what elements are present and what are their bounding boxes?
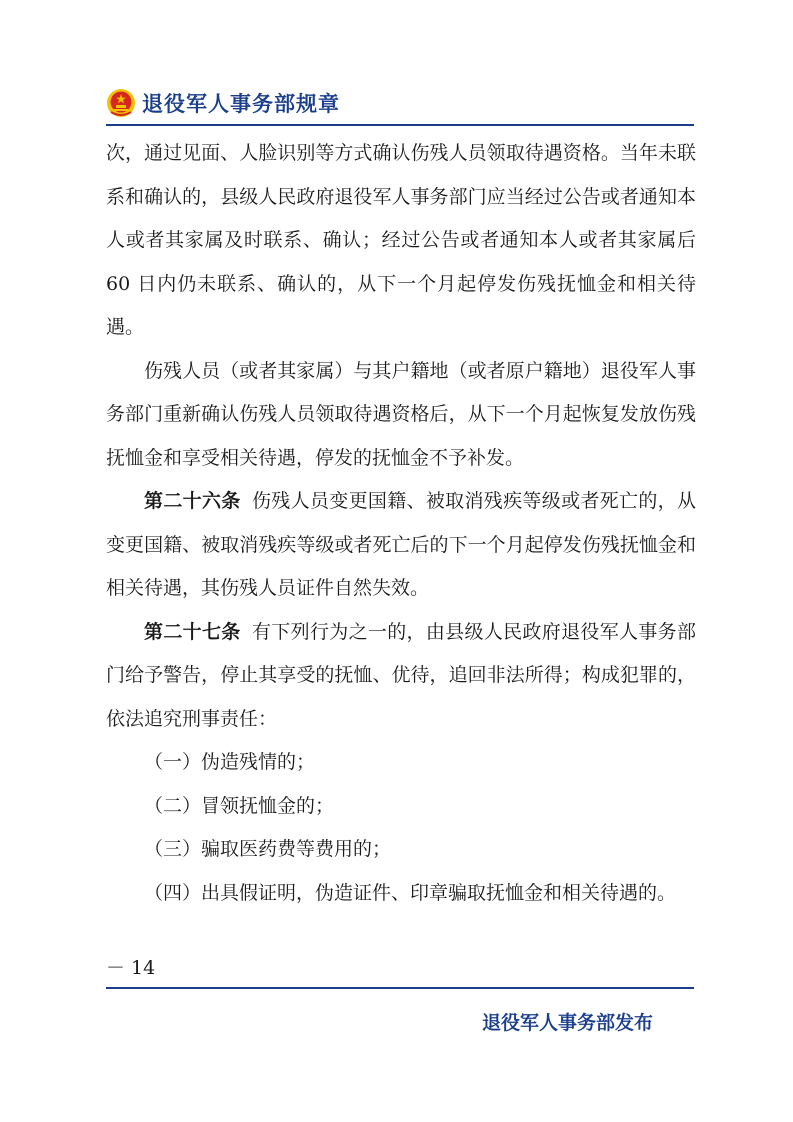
page-header: [106, 86, 340, 120]
header-rule: [106, 124, 694, 126]
header-title: 退役军人事务部规章: [142, 92, 340, 116]
paragraph: [106, 872, 696, 916]
paragraph-text: （二）冒领抚恤金的；: [144, 794, 335, 817]
paragraph-text: 伤残人员（或者其家属）与其户籍地（或者原户籍地）退役军人事务部门重新确认伤残人员领取待遇资格后，从下一个月起恢复发放伤残抚恤金和享受相关待遇，停发的抚恤金不予补发。: [106, 359, 696, 469]
paragraph: [106, 132, 696, 350]
paragraph-text: （一）伪造残情的；: [144, 751, 316, 773]
footer-publisher: 退役军人事务部发布: [482, 1012, 654, 1034]
paragraph: [106, 785, 696, 829]
paragraph: [106, 828, 696, 872]
national-emblem-icon: [106, 88, 136, 118]
footer-rule: [106, 987, 694, 989]
document-body: [106, 132, 696, 915]
paragraph: [106, 350, 696, 481]
paragraph-text: 伤残人员变更国籍、被取消残疾等级或者死亡的，从变更国籍、被取消残疾等级或者死亡后的下一个月起停发伤残抚恤金和相关待遇，其伤残人员证件自然失效。: [106, 490, 696, 599]
article-number: 第二十七条: [144, 620, 241, 643]
paragraph-text: （四）出具假证明，伪造证件、印章骗取抚恤金和相关待遇的。: [144, 881, 677, 904]
article-number: 第二十六条: [144, 490, 241, 512]
paragraph-text: 有下列行为之一的，由县级人民政府退役军人事务部门给予警告，停止其享受的抚恤、优待，追回非法所得；构成犯罪的，依法追究刑事责任：: [106, 620, 696, 730]
paragraph-text: （三）骗取医药费等费用的；: [144, 838, 392, 860]
paragraph-text: 次，通过见面、人脸识别等方式确认伤残人员领取待遇资格。当年未联系和确认的，县级人民政府退役军人事务部门应当经过公告或者通知本人或者其家属及时联系、确认；经过公告或者通知本人或者其家属后 60 日内仍未联系、确认的，从下一个月起停发伤残抚恤金和相关待遇。: [106, 142, 696, 338]
paragraph: [106, 480, 696, 611]
page-number: － 14: [106, 957, 156, 979]
paragraph: [106, 611, 696, 742]
paragraph: [106, 741, 696, 785]
